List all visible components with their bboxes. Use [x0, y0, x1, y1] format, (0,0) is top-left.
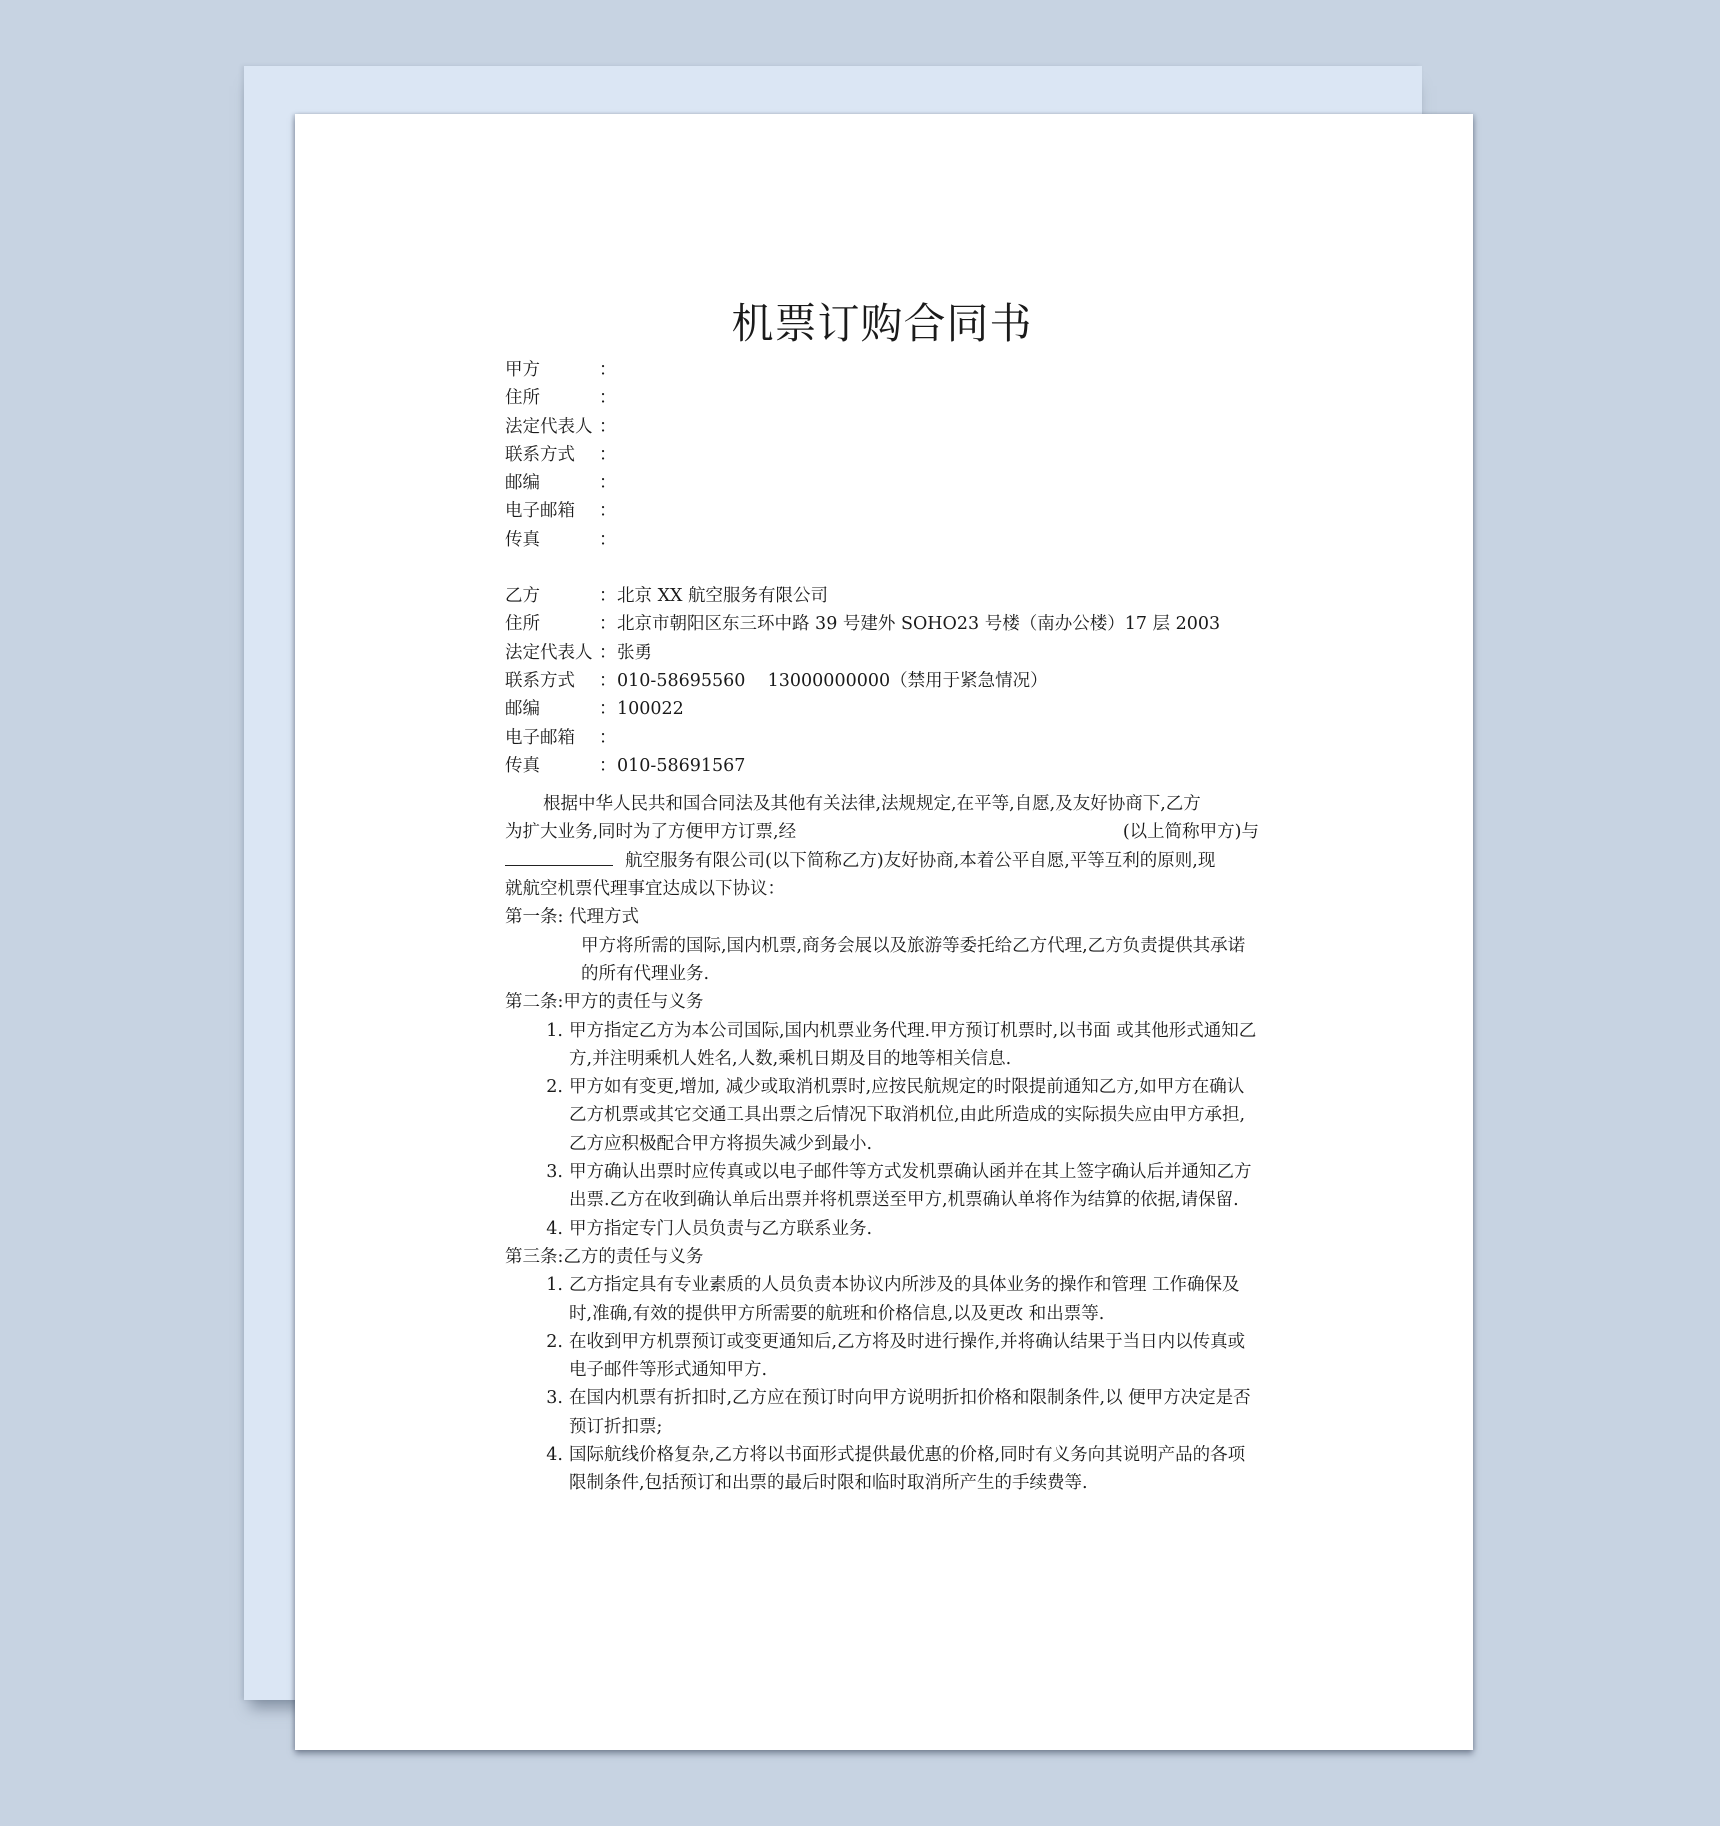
field-label: 传真: [505, 529, 540, 550]
preamble-line-2: [505, 818, 1259, 846]
party-a-fax-row: [505, 526, 1259, 554]
list-item: [541, 1017, 1259, 1074]
field-value: 010-58695560 13000000000（禁用于紧急情况）: [617, 670, 1048, 691]
article-3: [505, 1243, 1259, 1498]
field-colon: ：: [599, 614, 617, 635]
field-colon: ：: [599, 444, 617, 465]
field-label: 邮编: [505, 473, 540, 494]
preamble-line-2-left: 为扩大业务,同时为了方便甲方订票,经: [505, 822, 797, 843]
party-b-fax-row: [505, 752, 1259, 780]
list-item: [541, 1073, 1259, 1158]
party-b-contact-row: [505, 667, 1259, 695]
field-label: 乙方: [505, 586, 540, 607]
field-label: 法定代表人: [505, 416, 593, 437]
field-colon: ：: [599, 529, 617, 550]
list-number: 1.: [546, 1020, 563, 1041]
field-colon: ：: [599, 642, 617, 663]
document-content: [505, 294, 1259, 1498]
field-value: 010-58691567: [617, 755, 746, 776]
document-page: [295, 114, 1473, 1750]
list-number: 3.: [546, 1388, 563, 1409]
list-text: 在收到甲方机票预订或变更通知后,乙方将及时进行操作,并将确认结果于当日内以传真或电子邮件等形式通知甲方.: [569, 1331, 1246, 1381]
party-b-name-row: [505, 582, 1259, 610]
field-colon: ：: [599, 727, 617, 748]
field-label: 甲方: [505, 360, 540, 380]
field-colon: ：: [599, 586, 617, 607]
party-a-postcode-row: [505, 469, 1259, 497]
party-a-legal-rep-row: [505, 413, 1259, 441]
article-title: 第三条:乙方的责任与义务: [505, 1246, 704, 1267]
field-label: 住所: [505, 388, 540, 409]
list-item: [541, 1384, 1259, 1441]
list-text: 乙方指定具有专业素质的人员负责本协议内所涉及的具体业务的操作和管理 工作确保及时,准确,有效的提供甲方所需要的航班和价格信息,以及更改 和出票等.: [569, 1275, 1240, 1324]
preamble-line-3: [505, 847, 1259, 875]
party-b-block: [505, 582, 1259, 780]
preamble-line-4: 就航空机票代理事宜达成以下协议：: [505, 879, 785, 900]
article-3-list: [505, 1271, 1259, 1497]
party-a-address-row: [505, 384, 1259, 412]
article-2: [505, 988, 1259, 1243]
field-value: 100022: [617, 699, 684, 720]
article-2-list: [505, 1017, 1259, 1243]
list-text: 甲方如有变更,增加, 减少或取消机票时,应按民航规定的时限提前通知乙方,如甲方在确认乙方机票或其它交通工具出票之后情况下取消机位,由此所造成的实际损失应由甲方承担,乙方应积极配合甲方将损失减少到最小.: [569, 1077, 1246, 1154]
list-number: 4.: [546, 1444, 563, 1465]
document-title: 机票订购合同书: [731, 299, 1033, 348]
list-item: [541, 1441, 1259, 1498]
party-b-email-row: [505, 724, 1259, 752]
party-a-contact-row: [505, 441, 1259, 469]
list-item: [541, 1158, 1259, 1215]
party-b-address-row: [505, 610, 1259, 638]
field-label: 电子邮箱: [505, 727, 575, 748]
list-text: 在国内机票有折扣时,乙方应在预订时向甲方说明折扣价格和限制条件,以 便甲方决定是否预订折扣票;: [569, 1388, 1251, 1437]
list-text: 甲方确认出票时应传真或以电子邮件等方式发机票确认函并在其上签字确认后并通知乙方出票.乙方在收到确认单后出票并将机票送至甲方,机票确认单将作为结算的依据,请保留.: [569, 1162, 1252, 1211]
article-title: 第二条:甲方的责任与义务: [505, 992, 704, 1013]
list-number: 3.: [546, 1162, 563, 1183]
preamble-line-1: 根据中华人民共和国合同法及其他有关法律,法规规定,在平等,自愿,及友好协商下,乙方: [543, 794, 1201, 815]
field-colon: ：: [599, 670, 617, 691]
field-label: 联系方式: [505, 444, 575, 465]
preamble-line-3-text: 航空服务有限公司(以下简称乙方)友好协商,本着公平自愿,平等互利的原则,现: [625, 850, 1216, 871]
field-colon: ：: [599, 416, 617, 437]
field-label: 传真: [505, 755, 540, 776]
article-body: 甲方将所需的国际,国内机票,商务会展以及旅游等委托给乙方代理,乙方负责提供其承诺的所有代理业务.: [581, 935, 1246, 984]
field-label: 法定代表人: [505, 642, 593, 663]
article-title: 第一条: 代理方式: [505, 907, 639, 928]
field-label: 电子邮箱: [505, 501, 575, 522]
field-label: 邮编: [505, 699, 540, 720]
preamble-paragraph: [505, 790, 1259, 903]
party-a-block: [505, 356, 1259, 554]
list-number: 1.: [546, 1275, 563, 1296]
field-value: 北京 XX 航空服务有限公司: [617, 586, 829, 607]
list-text: 甲方指定专门人员负责与乙方联系业务.: [569, 1218, 873, 1239]
list-text: 国际航线价格复杂,乙方将以书面形式提供最优惠的价格,同时有义务向其说明产品的各项限制条件,包括预订和出票的最后时限和临时取消所产生的手续费等.: [569, 1444, 1246, 1494]
list-number: 2.: [546, 1077, 563, 1098]
field-label: 住所: [505, 614, 540, 635]
list-number: 4.: [546, 1218, 563, 1239]
party-a-name-row: [505, 356, 1259, 384]
blank-fill-line: [505, 847, 613, 866]
list-item: [541, 1215, 1259, 1243]
field-label: 联系方式: [505, 670, 575, 691]
party-a-email-row: [505, 497, 1259, 525]
list-number: 2.: [546, 1331, 563, 1352]
spacer: [505, 554, 1259, 582]
field-colon: ：: [599, 501, 617, 522]
field-colon: ：: [599, 699, 617, 720]
field-colon: ：: [599, 473, 617, 494]
field-value: 张勇: [617, 642, 652, 663]
field-colon: ：: [599, 388, 617, 409]
article-1: [505, 903, 1259, 988]
field-colon: ：: [599, 755, 617, 776]
party-b-legal-rep-row: [505, 639, 1259, 667]
party-b-postcode-row: [505, 695, 1259, 723]
list-item: [541, 1271, 1259, 1328]
list-text: 甲方指定乙方为本公司国际,国内机票业务代理.甲方预订机票时,以书面 或其他形式通知乙方,并注明乘机人姓名,人数,乘机日期及目的地等相关信息.: [569, 1020, 1257, 1069]
list-item: [541, 1328, 1259, 1385]
field-colon: ：: [599, 360, 617, 380]
preamble-line-2-right: (以上简称甲方)与: [1122, 822, 1259, 843]
field-value: 北京市朝阳区东三环中路 39 号建外 SOHO23 号楼（南办公楼）17 层 2003: [617, 614, 1221, 635]
